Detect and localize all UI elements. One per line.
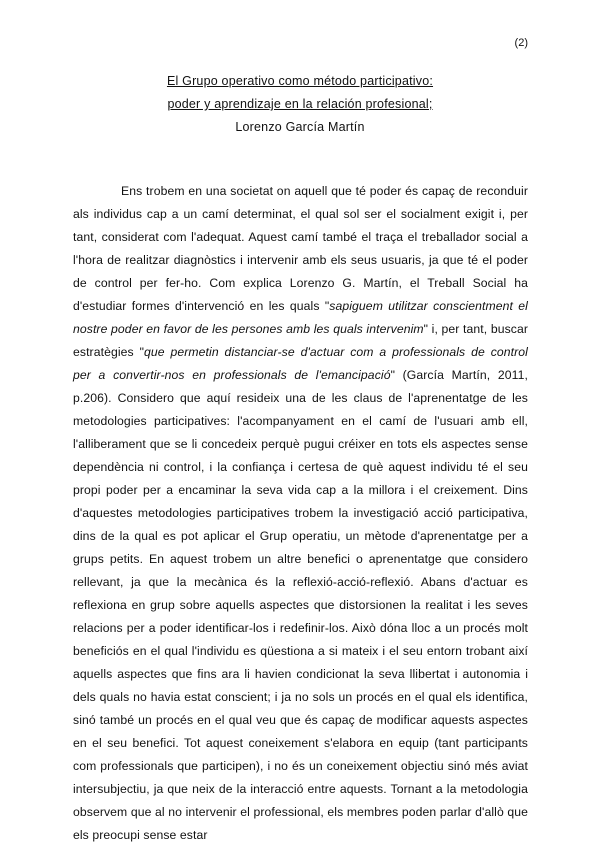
title-line-2: poder y aprendizaje en la relación profesional;: [167, 97, 433, 111]
title-line-1: El Grupo operativo como método participativo:: [166, 74, 434, 88]
quote-text: sapiguem utilitzar conscientment el nostre poder en favor de les persones amb les quals intervenim: [73, 299, 528, 336]
quote-text: que permetin distanciar-se d'actuar com a professionals de control per a convertir-nos en professionals de l'emancipació: [73, 345, 528, 382]
body-paragraph: [73, 180, 528, 847]
page-number: (2): [514, 37, 528, 49]
author-name: Lorenzo García Martín: [235, 120, 365, 134]
body-text: [73, 180, 528, 847]
paragraph-text: " (García Martín, 2011, p.206). Considero que aquí resideix una de les claus de l'aprenentatge de les metodologies participatives: l'acompanyament en el camí de l'usuari amb ell, l'alliberament que se li concedeix perquè pugui créixer en tots els aspectes sense dependència ni control, i la confiança i certesa de què aquest individu té el seu propi poder per a encaminar la seva vida cap a la millora i el creixement. Dins d'aquestes metodologies participatives trobem la investigació acció participativa, dins de la qual es pot aplicar el Grup operatiu, un mètode d'aprenentatge per a grups petits. En aquest trobem un altre benefici o aprenentatge que considero rellevant, ja que la mecànica és la reflexió-acció-reflexió. Abans d'actuar es reflexiona en grup sobre aquells aspectes que distorsionen la realitat i les seves relacions per a poder identificar-los i redefinir-los. Això dóna lloc a un procés molt beneficiós en el qual l'individu es qüestiona a si mateix i el seu entorn trobant així aquells aspectes que fins ara li havien condicionat la seva llibertat i autonomia i dels quals no havia estat conscient; i ja no sols un procés en el qual els identifica, sinó també un procés en el qual veu que és capaç de modificar aquests aspectes en el seu benefici. Tot aquest coneixement s'elabora en equip (tant participants com professionals que participen), i no és un coneixement objectiu sinó més aviat intersubjectiu, ja que neix de la interacció entre aquests. Tornant a la metodologia observem que al no intervenir el professional, els membres poden parlar d'allò que els preocupi sense estar: [73, 368, 528, 842]
paragraph-text: Ens trobem en una societat on aquell que té poder és capaç de reconduir als individus cap a un camí determinat, el qual sol ser el socialment exigit i, per tant, considerat com l'adequat. Aquest camí també el traça el treballador social a l'hora de realitzar diagnòstics i intervenir amb els seus usuaris, ja que té el poder de control per fer-ho. Com explica Lorenzo G. Martín, el Treball Social ha d'estudiar formes d'intervenció en les quals ": [73, 184, 528, 313]
paragraph-text: " i, per tant, buscar estratègies ": [73, 322, 528, 359]
